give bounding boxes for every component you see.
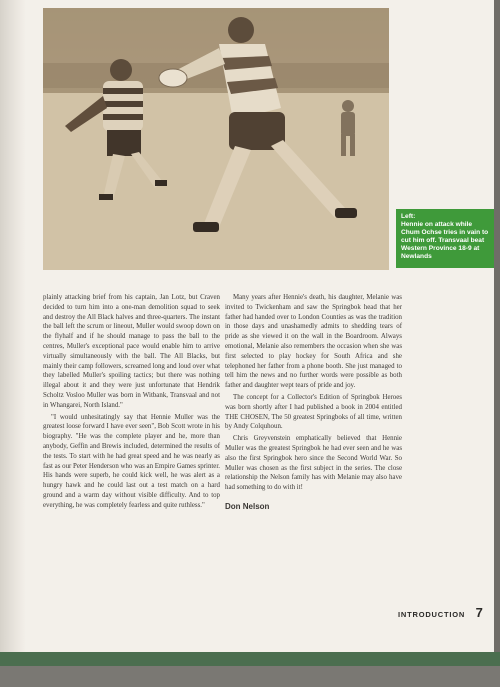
paragraph: Many years after Hennie's death, his daughter, Melanie was invited to Twickenham and saw the Springbok head that her father had handed over to London Counties as was the tradition in those days and unashamedly admits to shedding tears of pride as she viewed it on the wall in the Boardroom. Always emotional, Melanie also remembers the occasion when she was first selected to play hockey for South Africa and she telephoned her father from a phone booth. She just managed to tell him the news and no further words were possible as both father and daughter wept tears of pride and joy. <box>225 294 402 390</box>
paragraph: "I would unhesitatingly say that Hennie Muller was the greatest loose forward I have ever seen", Bob Scott wrote in his biography. "He was the complete player and he, more than anybody, Geffin and Brewis included, determined the results of the tests. To start with he had great speed and he was nearly as fast as our Peter Henderson who was an Empire Games sprinter. His hands were superb, he could kick well, he was alert as a hungry hawk and he could last out a test match on a hard ground and a warm day without visible difficulty. And to top everything, he was completely fearless and quite ruthless." <box>43 413 221 509</box>
page-gutter-shadow <box>0 0 26 655</box>
author-signature: Don Nelson <box>225 501 270 511</box>
rugby-photo <box>43 8 389 270</box>
photo-caption <box>396 209 494 268</box>
paragraph: plainly attacking brief from his captain, Jan Lotz, but Craven decided to turn him into a one-man demolition squad to seek and destroy the All Black halves and three-quarters. The instant the ball left the scrum or lineout, Muller would swoop down on the flyhalf and if he should manage to pass the ball to the centres, Muller's exceptional pace would enable him to arrive virtually simultaneously with the ball. The All Blacks, but mainly their camp followers, screamed long and loud over what they labelled Muller's spoiling tactics; but there was nothing illegal about it and they were just unfortunate that Hendrik Scholtz Vosloo Muller was born in Witbank, Transvaal and not in Whangarei, North Island." <box>43 294 220 409</box>
left-text-column <box>43 293 220 513</box>
background-surface <box>0 666 500 687</box>
book-cover-edge <box>0 652 500 666</box>
caption-label: Left: <box>401 213 416 220</box>
page-number: 7 <box>475 605 483 620</box>
right-text-column <box>225 293 402 512</box>
paragraph: The concept for a Collector's Edition of Springbok Heroes was born shortly after I had published a book in 2004 entitled THE CHOSEN, The 50 greatest Springboks of all time, written by Andy Colquhoun. <box>225 393 402 431</box>
paragraph: Chris Greyvenstein emphatically believed that Hennie Muller was the greatest Springbok he had ever seen and he was also the first Springbok hero since the Second World War. So Muller was chosen as the first subject in the series. The close relationship the Nelson family has with Melanie may also have had something to do with it! <box>225 435 402 492</box>
section-title: INTRODUCTION <box>398 610 466 619</box>
page-footer <box>398 604 483 622</box>
caption-text: Hennie on attack while Chum Ochse tries in vain to cut him off. Transvaal beat Western Province 18-9 at Newlands <box>401 221 489 260</box>
rugby-photo-illustration <box>43 8 389 270</box>
